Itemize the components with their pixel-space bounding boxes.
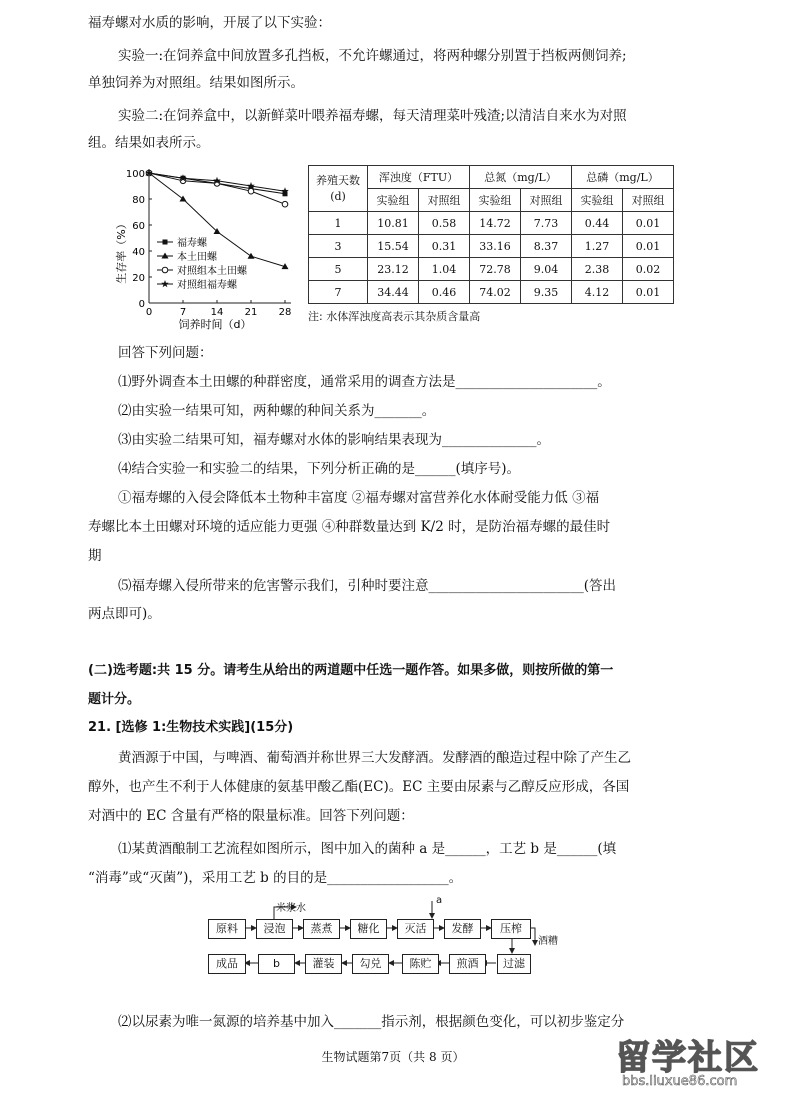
legend-label: 本土田螺 <box>177 252 217 263</box>
header-turbidity: 浑浊度（FTU） <box>368 166 470 189</box>
table-cell: 4.12 <box>572 281 623 304</box>
header-days-unit: (d) <box>330 189 346 203</box>
survival-rate-chart <box>105 163 300 335</box>
q21-para-line1: 黄酒源于中国，与啤酒、葡萄酒并称世界三大发酵酒。发酵酒的酿造过程中除了产生乙 <box>118 750 631 766</box>
exp1-line2: 单独饲养为对照组。结果如图所示。 <box>88 75 304 91</box>
data-point-circle <box>162 267 168 273</box>
data-point-triangle <box>180 196 187 202</box>
watermark-url: bbs.liuxue86.com <box>622 1074 738 1089</box>
section-2-line1: (二)选考题:共 15 分。请考生从给出的两道题中任选一题作答。如果多做，则按所做的第一 <box>88 663 614 678</box>
legend-label: 福寿螺 <box>177 238 207 249</box>
chart-series <box>145 169 289 269</box>
sub-header: 实验组 <box>368 189 419 212</box>
q21-para-line3: 对酒中的 EC 含量有严格的限量标准。回答下列问题： <box>88 808 414 824</box>
flow-step: b <box>258 954 295 974</box>
intro-text: 福寿螺对水质的影响，开展了以下实验： <box>88 15 331 31</box>
table-cell: 9.35 <box>521 281 572 304</box>
flow-step: 压榨 <box>491 919 531 939</box>
question-4-options-line3: 期 <box>88 548 102 564</box>
table-cell: 1 <box>309 212 368 235</box>
data-point-circle <box>282 201 288 207</box>
flow-label-rice-water: 米浆水 <box>276 903 306 914</box>
table-cell: 1.27 <box>572 235 623 258</box>
table-cell: 3 <box>309 235 368 258</box>
question-3: ⑶由实验二结果可知，福寿螺对水体的影响结果表现为______________。 <box>118 432 550 448</box>
question-5-line1: ⑸福寿螺入侵所带来的危害警示我们，引种时要注意_______________________(答出 <box>118 578 617 594</box>
flow-step: 灭活 <box>397 919 434 939</box>
table-cell: 7 <box>309 281 368 304</box>
q21-1-line2: “消毒”或“灭菌”)，采用工艺 b 的目的是__________________。 <box>88 870 463 886</box>
table-cell: 33.16 <box>470 235 521 258</box>
y-tick-label: 40 <box>132 247 145 258</box>
flow-label-lees: 酒糟 <box>538 936 558 947</box>
legend-label: 对照组本土田螺 <box>177 266 247 277</box>
answer-lead: 回答下列问题： <box>118 345 213 361</box>
data-point-circle <box>248 188 254 194</box>
flow-label-a: a <box>436 895 443 906</box>
y-tick-label: 60 <box>132 221 145 232</box>
water-quality-table <box>308 165 674 304</box>
watermark-logo: 留学社区 <box>616 1038 760 1078</box>
table-cell: 23.12 <box>368 258 419 281</box>
header-phosphorus: 总磷（mg/L） <box>572 166 674 189</box>
q21-2-line1: ⑵以尿素为唯一氮源的培养基中加入_______指示剂，根据颜色变化，可以初步鉴定分 <box>118 1014 625 1030</box>
table-cell: 8.37 <box>521 235 572 258</box>
x-tick-label: 0 <box>145 307 153 318</box>
table-cell: 0.02 <box>623 258 674 281</box>
question-5-line2: 两点即可)。 <box>88 606 161 622</box>
sub-header: 对照组 <box>419 189 470 212</box>
flow-step: 糖化 <box>350 919 387 939</box>
table-row <box>309 281 674 304</box>
flow-step: 过滤 <box>497 954 531 974</box>
table-cell: 74.02 <box>470 281 521 304</box>
section-2-line2: 题计分。 <box>88 692 141 707</box>
table-row <box>309 212 674 235</box>
sub-header: 实验组 <box>572 189 623 212</box>
sub-header: 对照组 <box>623 189 674 212</box>
exp1-line1: 实验一:在饲养盒中间放置多孔挡板，不允许螺通过，将两种螺分别置于挡板两侧饲养; <box>118 48 627 64</box>
table-note: 注: 水体浑浊度高表示其杂质含量高 <box>308 310 481 323</box>
sub-header: 实验组 <box>470 189 521 212</box>
data-point-triangle <box>248 253 255 259</box>
table-row <box>309 258 674 281</box>
table-cell: 0.58 <box>419 212 470 235</box>
table-cell: 1.04 <box>419 258 470 281</box>
question-2: ⑵由实验一结果可知，两种螺的种间关系为_______。 <box>118 403 436 419</box>
flow-step: 煎酒 <box>449 954 486 974</box>
header-nitrogen: 总氮（mg/L） <box>470 166 572 189</box>
question-1: ⑴野外调查本土田螺的种群密度，通常采用的调查方法是_____________________。 <box>118 374 611 390</box>
q21-para-line2: 醇外，也产生不利于人体健康的氨基甲酸乙酯(EC)。EC 主要由尿素与乙醇反应形成，各国 <box>88 779 630 795</box>
exp2-line1: 实验二:在饲养盒中，以新鲜菜叶喂养福寿螺，每天清理菜叶残渣;以清洁自来水为对照 <box>118 108 627 124</box>
question-4-options-line2: 寿螺比本土田螺对环境的适应能力更强 ④种群数量达到 K/2 时，是防治福寿螺的最佳时 <box>88 519 611 535</box>
table-cell: 0.01 <box>623 212 674 235</box>
series-line <box>149 173 285 267</box>
legend-label: 对照组福寿螺 <box>177 280 237 291</box>
table-row <box>309 235 674 258</box>
flow-step: 浸泡 <box>256 919 293 939</box>
table-cell: 14.72 <box>470 212 521 235</box>
flow-step: 灌装 <box>305 954 342 974</box>
header-days <box>309 166 368 212</box>
table-cell: 34.44 <box>368 281 419 304</box>
table-cell: 9.04 <box>521 258 572 281</box>
question-21-title: 21. [选修 1:生物技术实践](15分) <box>88 720 294 735</box>
table-cell: 0.44 <box>572 212 623 235</box>
question-4: ⑷结合实验一和实验二的结果，下列分析正确的是______(填序号)。 <box>118 461 521 477</box>
header-days-label: 养殖天数 <box>316 173 360 187</box>
flow-step: 原料 <box>208 919 246 939</box>
y-tick-label: 80 <box>132 195 145 206</box>
table-cell: 0.46 <box>419 281 470 304</box>
table-cell: 0.01 <box>623 281 674 304</box>
flow-step: 勾兑 <box>352 954 389 974</box>
table-cell: 10.81 <box>368 212 419 235</box>
table-cell: 5 <box>309 258 368 281</box>
table-cell: 72.78 <box>470 258 521 281</box>
y-axis-label: 生存率（%） <box>115 218 128 284</box>
table-cell: 0.01 <box>623 235 674 258</box>
flow-step: 蒸煮 <box>303 919 340 939</box>
flow-step: 陈贮 <box>402 954 439 974</box>
y-tick-label: 20 <box>132 273 145 284</box>
flow-step: 发酵 <box>444 919 481 939</box>
page-footer: 生物试题第7页（共 8 页） <box>321 1050 465 1064</box>
sub-header: 对照组 <box>521 189 572 212</box>
water-quality-table-wrap <box>308 165 674 324</box>
table-cell: 7.73 <box>521 212 572 235</box>
x-axis-label: 饲养时间（d） <box>178 318 252 331</box>
x-tick-label: 28 <box>278 307 292 318</box>
exp2-line2: 组。结果如表所示。 <box>88 135 210 151</box>
x-tick-label: 14 <box>210 307 224 318</box>
x-tick-label: 21 <box>244 307 258 318</box>
table-cell: 15.54 <box>368 235 419 258</box>
y-tick-label: 0 <box>138 299 145 310</box>
table-cell: 2.38 <box>572 258 623 281</box>
table-cell: 0.31 <box>419 235 470 258</box>
flow-step: 成品 <box>208 954 246 974</box>
data-point-star <box>161 280 169 287</box>
x-tick-label: 7 <box>179 307 187 318</box>
y-tick-label: 100 <box>125 169 145 180</box>
question-4-options-line1: ①福寿螺的入侵会降低本土物种丰富度 ②福寿螺对富营养化水体耐受能力低 ③福 <box>118 490 600 506</box>
q21-1-line1: ⑴某黄酒酿制工艺流程如图所示，图中加入的菌种 a 是______，工艺 b 是______(填 <box>118 841 617 857</box>
data-point-square <box>163 240 168 245</box>
